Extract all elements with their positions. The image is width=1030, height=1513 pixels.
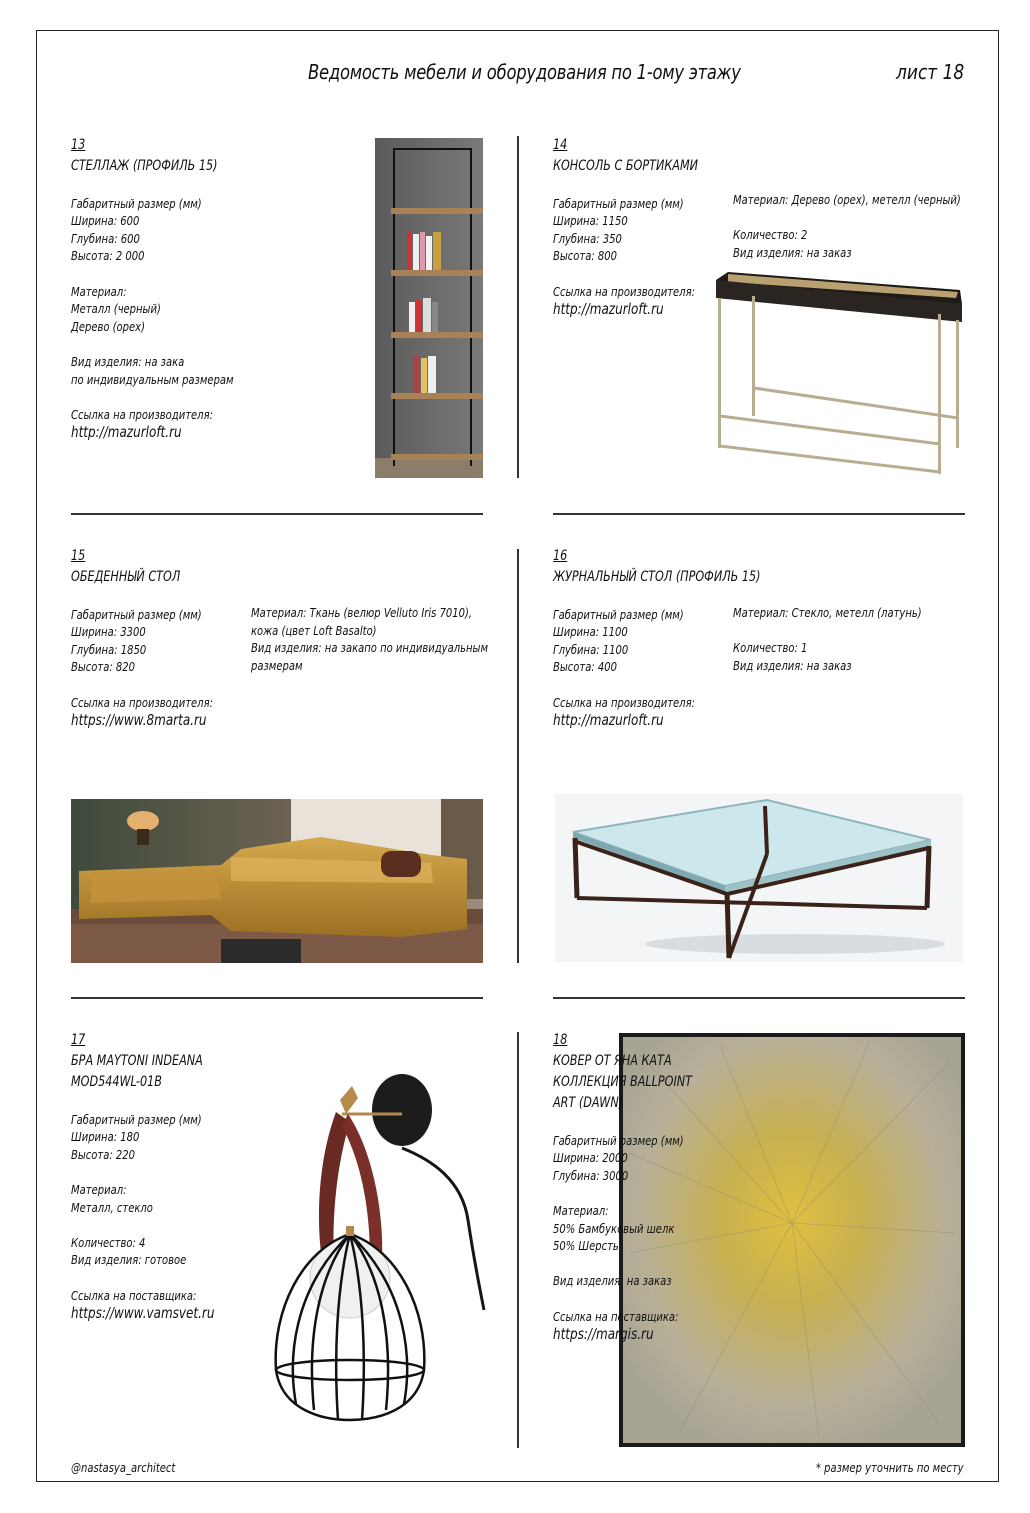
- link-label: Ссылка на поставщика:: [71, 1287, 197, 1303]
- row-divider-left-2: [71, 997, 483, 999]
- item-16-details: [733, 604, 922, 674]
- coffee-table-image: [555, 794, 963, 962]
- kind-value: размерам: [251, 657, 303, 673]
- item-16-text: [553, 546, 760, 730]
- kind-value: Вид изделия: на заказ: [733, 657, 852, 673]
- link-label: Ссылка на производителя:: [553, 283, 695, 299]
- kind-value: Вид изделия: на закапо по индивидуальным: [251, 640, 488, 656]
- manufacturer-link[interactable]: http://mazurloft.ru: [71, 423, 182, 442]
- material-value: Металл (черный): [71, 301, 161, 317]
- page-title: Ведомость мебели и оборудования по 1-ому этажу: [308, 60, 741, 84]
- item-number: 17: [71, 1032, 86, 1048]
- material-value: 50% Бамбуковый шелк: [553, 1220, 675, 1236]
- item-name: КОВЕР ОТ ЯНА КАТА: [553, 1053, 672, 1069]
- item-name: ОБЕДЕННЫЙ СТОЛ: [71, 569, 181, 585]
- size-label: Габаритный размер (мм): [71, 606, 202, 622]
- author-handle: @nastasya_architect: [71, 1460, 176, 1475]
- supplier-link[interactable]: https://margis.ru: [553, 1325, 654, 1344]
- item-name: БРА MAYTONI INDEANA: [71, 1053, 203, 1069]
- sofa-image: [71, 799, 483, 963]
- item-number: 15: [71, 548, 86, 564]
- item-number: 18: [553, 1032, 568, 1048]
- kind-value: Вид изделия: на заказ: [553, 1273, 672, 1289]
- material-label: Материал:: [71, 1181, 127, 1197]
- size-label: Габаритный размер (мм): [553, 195, 684, 211]
- item-14-text: [553, 135, 698, 319]
- supplier-link[interactable]: https://www.vamsvet.ru: [71, 1304, 215, 1323]
- link-label: Ссылка на производителя:: [553, 694, 695, 710]
- height-value: Высота: 820: [71, 659, 135, 675]
- link-label: Ссылка на производителя:: [71, 694, 213, 710]
- link-label: Ссылка на поставщика:: [553, 1308, 679, 1324]
- row-divider-left-1: [71, 513, 483, 515]
- shelf-image: [375, 138, 483, 478]
- depth-value: Глубина: 1850: [71, 641, 147, 657]
- size-label: Габаритный размер (мм): [553, 606, 684, 622]
- depth-value: Глубина: 1100: [553, 641, 629, 657]
- material-value: кожа (цвет Loft Basalto): [251, 622, 377, 638]
- width-value: Ширина: 1150: [553, 213, 628, 229]
- width-value: Ширина: 1100: [553, 624, 628, 640]
- link-label: Ссылка на производителя:: [71, 406, 213, 422]
- quantity-value: Количество: 1: [733, 640, 808, 656]
- item-collection: КОЛЛЕКЦИЯ BALLPOINT: [553, 1074, 692, 1090]
- material-value: Металл, стекло: [71, 1199, 153, 1215]
- width-value: Ширина: 600: [71, 213, 140, 229]
- material-value: Дерево (орех): [71, 318, 145, 334]
- item-name: КОНСОЛЬ С БОРТИКАМИ: [553, 158, 698, 174]
- manufacturer-link[interactable]: https://www.8marta.ru: [71, 711, 207, 730]
- material-value: Материал: Дерево (орех), метелл (черный): [733, 192, 961, 207]
- item-model: MOD544WL-01B: [71, 1074, 162, 1090]
- kind-value: по индивидуальным размерам: [71, 371, 234, 387]
- kind-value: Вид изделия: готовое: [71, 1252, 187, 1268]
- manufacturer-link[interactable]: http://mazurloft.ru: [553, 300, 664, 319]
- material-value: 50% Шерсть: [553, 1238, 619, 1254]
- width-value: Ширина: 2000: [553, 1150, 628, 1166]
- manufacturer-link[interactable]: http://mazurloft.ru: [553, 711, 664, 730]
- item-number: 13: [71, 137, 86, 153]
- item-name: ЖУРНАЛЬНЫЙ СТОЛ (ПРОФИЛЬ 15): [553, 569, 761, 585]
- material-label: Материал:: [553, 1202, 609, 1218]
- item-number: 14: [553, 137, 568, 153]
- height-value: Высота: 800: [553, 248, 617, 264]
- item-13-text: [71, 135, 234, 442]
- item-15-details: [251, 604, 488, 674]
- depth-value: Глубина: 350: [553, 230, 622, 246]
- row-divider-right-1: [553, 513, 965, 515]
- console-image: [712, 268, 964, 478]
- item-18-text: [553, 1030, 692, 1344]
- row-divider-right-2: [553, 997, 965, 999]
- sheet-number: лист 18: [895, 60, 964, 84]
- column-divider-2: [517, 549, 519, 963]
- item-14-details: [733, 191, 961, 261]
- height-value: Высота: 220: [71, 1146, 135, 1162]
- kind-value: Вид изделия: на зака: [71, 353, 185, 369]
- depth-value: Глубина: 600: [71, 230, 140, 246]
- material-value: Материал: Стекло, метелл (латунь): [733, 605, 922, 620]
- footer-note: * размер уточнить по месту: [816, 1460, 964, 1475]
- size-label: Габаритный размер (мм): [553, 1132, 684, 1148]
- material-label: Материал:: [71, 283, 127, 299]
- material-value: Материал: Ткань (велюр Velluto Iris 7010),: [251, 605, 473, 620]
- height-value: Высота: 400: [553, 659, 617, 675]
- quantity-value: Количество: 4: [71, 1234, 146, 1250]
- height-value: Высота: 2 000: [71, 248, 145, 264]
- item-number: 16: [553, 548, 568, 564]
- width-value: Ширина: 3300: [71, 624, 146, 640]
- depth-value: Глубина: 3000: [553, 1167, 629, 1183]
- quantity-value: Количество: 2: [733, 227, 808, 243]
- item-name: СТЕЛЛАЖ (ПРОФИЛЬ 15): [71, 158, 218, 174]
- size-label: Габаритный размер (мм): [71, 1111, 202, 1127]
- item-15-text: [71, 546, 213, 730]
- wall-lamp-image: [262, 1070, 488, 1430]
- column-divider-3: [517, 1032, 519, 1448]
- size-label: Габаритный размер (мм): [71, 195, 202, 211]
- kind-value: Вид изделия: на заказ: [733, 244, 852, 260]
- item-17-text: [71, 1030, 214, 1323]
- item-variant: ART (DAWN): [553, 1095, 624, 1111]
- column-divider-1: [517, 136, 519, 478]
- width-value: Ширина: 180: [71, 1129, 140, 1145]
